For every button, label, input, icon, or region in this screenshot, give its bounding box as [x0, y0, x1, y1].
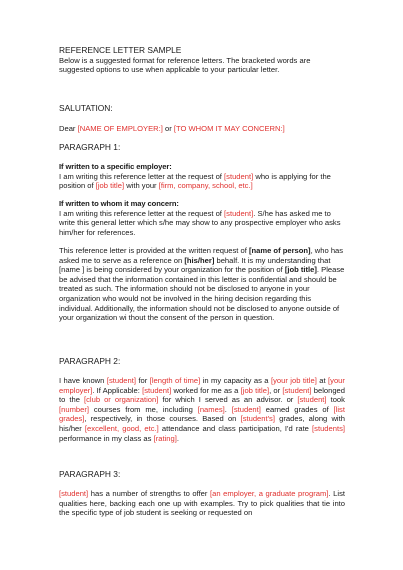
paragraph-3-text: [ student ] has a number of strengths to offer [ an employer, a graduate program ] . List qualities here, backing each one up with examples. Try to pick qualities that tie into the specific type of job student is seeking or requested on	[59, 489, 345, 518]
letter-title: REFERENCE LETTER SAMPLE	[59, 45, 182, 55]
letter-title-block	[59, 46, 345, 75]
whom-placeholder: [ TO WHOM IT MAY CONCERN: ]	[174, 124, 285, 133]
employer-placeholder: [ NAME OF EMPLOYER: ]	[78, 124, 163, 133]
salutation-line: Dear [ NAME OF EMPLOYER: ] or [ TO WHOM IT MAY CONCERN: ]	[59, 124, 345, 134]
whom-concern-text: I am writing this reference letter at the request of [ student ] . S/he has asked me to write this general letter which s/he may show to any prospective employer who asks him/her for references.	[59, 209, 345, 238]
confidential-paragraph: This reference letter is provided at the written request of [name of person], who has asked me to serve as a reference on [his/her] behalf. It is my understanding that [name ] is being considered by your organization for the position of [job title]. Please be advised that the information contained in this letter is confidential and should be treated as such. The information should not be disclosed to anyone in your organization who would not be involved in the hiring decision regarding this individual. Additionally, the information should not be disclosed to anyone outside of your organization wi thout the consent of the person in question.	[59, 246, 345, 323]
salutation-heading: SALUTATION:	[59, 103, 113, 113]
specific-employer-heading: If written to a specific employer:	[59, 162, 172, 171]
intro-text: Below is a suggested format for reference letters. The bracketed words are suggested options to use when applicable to your particular letter.	[59, 55, 311, 75]
paragraph-2-heading: PARAGRAPH 2:	[59, 356, 121, 366]
whom-concern-block	[59, 199, 345, 237]
paragraph-3-heading: PARAGRAPH 3:	[59, 469, 121, 479]
paragraph-1-heading: PARAGRAPH 1:	[59, 142, 121, 152]
specific-employer-block	[59, 162, 345, 191]
specific-employer-text: I am writing this reference letter at the request of [ student ] who is applying for the position of [ job title ] with your [ firm, company, school, etc. ]	[59, 172, 345, 191]
paragraph-2-text: I have known [ student ] for [ length of time ] in my capacity as a [ your job title ] at [ your employer ] . If Applicable: [ student ] worked for me as a [ job title ] , or [ student ] belonged to the [ club or organization ] for which I served as an advisor. or [ student ] took [ number ] courses from me, including [ names ] . [ student ] earned grades of [ list grades ] , respectively, in those courses. Based on [ student's ] grades, along with his/her [ excellent, good, etc. ] attendance and class participation, I'd rate [ students ] performance in my class as [ rating ] .	[59, 376, 345, 443]
whom-concern-heading: If written to whom it may concern:	[59, 199, 179, 208]
